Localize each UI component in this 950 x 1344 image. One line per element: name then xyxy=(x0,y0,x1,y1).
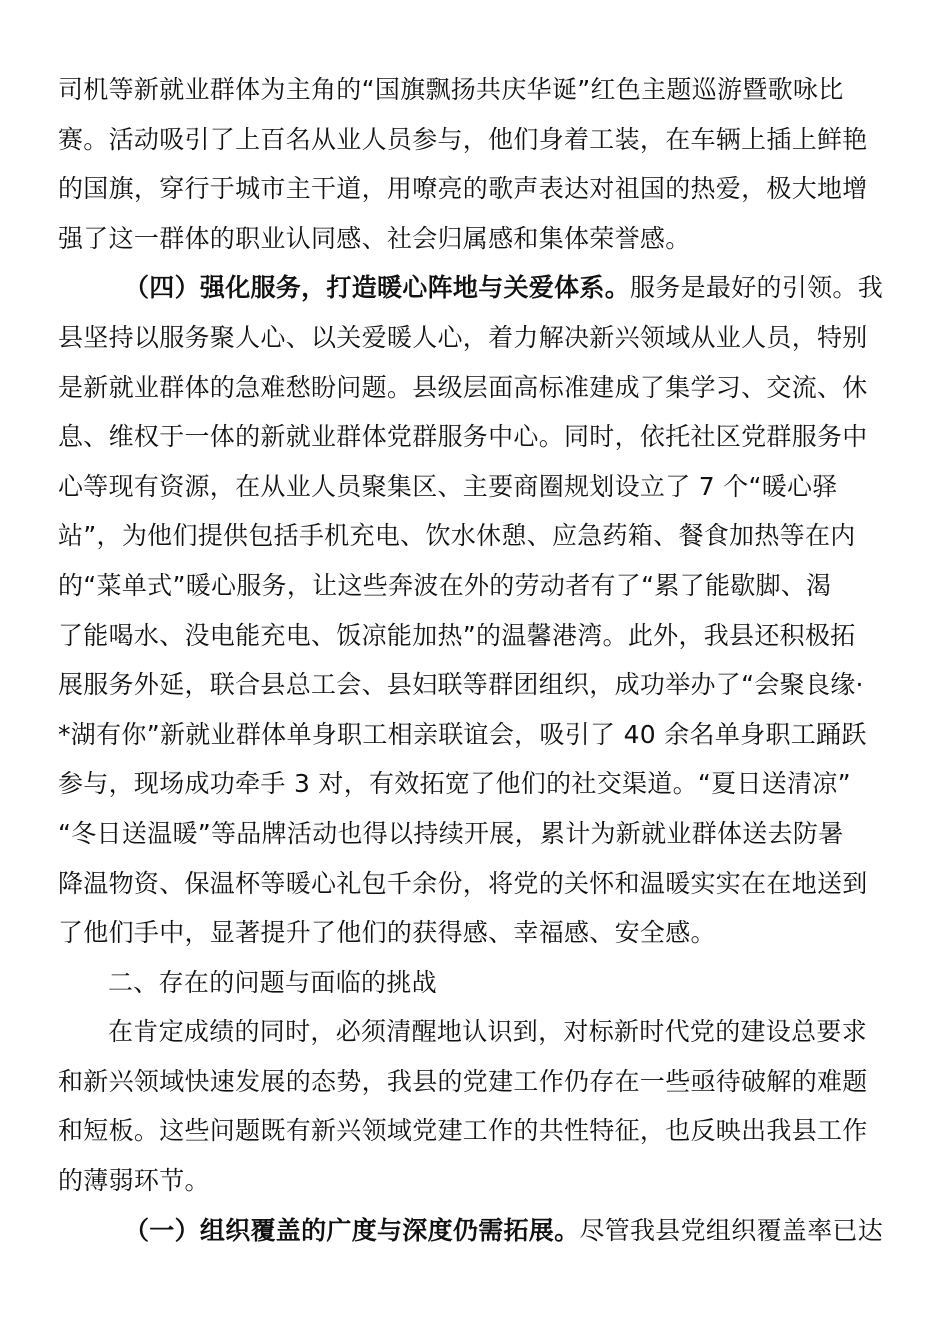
text-fragment: 尽管我县党组织覆盖率已达 xyxy=(579,1215,884,1245)
text-line: 和新兴领域快速发展的态势，我县的党建工作仍存在一些亟待破解的难题 xyxy=(58,1066,868,1096)
text-line: 司机等新就业群体为主角的“国旗飘扬共庆华诞”红色主题巡游暨歌咏比 xyxy=(58,75,844,104)
text-line: 参与，现场成功牵手 3 对，有效拓宽了他们的社交渠道。“夏日送清凉” xyxy=(58,769,851,799)
text-line: 县坚持以服务聚人心、以关爱暖人心，着力解决新兴领域从业人员，特别 xyxy=(58,322,868,352)
text-line: 是新就业群体的急难愁盼问题。县级层面高标准建成了集学习、交流、休 xyxy=(58,372,868,402)
text-line: 和短板。这些问题既有新兴领域党建工作的共性特征，也反映出我县工作 xyxy=(58,1116,868,1146)
text-line: 了能喝水、没电能充电、饭凉能加热”的温馨港湾。此外，我县还积极拓 xyxy=(58,620,856,650)
paragraph-section-four-services xyxy=(58,263,884,957)
text-line: 在肯定成绩的同时，必须清醒地认识到，对标新时代党的建设总要求 xyxy=(108,1017,868,1047)
paragraph-red-theme-parade xyxy=(58,65,878,263)
text-line: *湖有你”新就业群体单身职工相亲联谊会，吸引了 40 余名单身职工踊跃 xyxy=(58,719,867,749)
text-line: 息、维权于一体的新就业群体党群服务中心。同时，依托社区党群服务中 xyxy=(58,422,868,452)
text-line xyxy=(58,263,884,313)
text-fragment: 服务是最好的引领。我 xyxy=(630,273,884,303)
text-line: 降温物资、保温杯等暖心礼包千余份，将党的关怀和温暖实实在在地送到 xyxy=(58,868,868,898)
paragraph-problems-intro xyxy=(58,1007,878,1205)
text-line: 的薄弱环节。 xyxy=(58,1166,210,1196)
section-heading-two xyxy=(58,958,878,1008)
paragraph-section-one-coverage xyxy=(58,1206,884,1256)
heading-text: 二、存在的问题与面临的挑战 xyxy=(108,967,437,997)
section-heading-one: （一）组织覆盖的广度与深度仍需拓展。 xyxy=(124,1215,580,1245)
text-line: 展服务外延，联合县总工会、县妇联等群团组织，成功举办了“会聚良缘· xyxy=(58,670,864,700)
section-heading-four: （四）强化服务，打造暖心阵地与关爱体系。 xyxy=(124,273,631,303)
text-line: 赛。活动吸引了上百名从业人员参与，他们身着工装，在车辆上插上鲜艳 xyxy=(58,124,868,154)
text-line: 站”，为他们提供包括手机充电、饮水休憩、应急药箱、餐食加热等在内 xyxy=(58,521,856,551)
text-line: “冬日送温暖”等品牌活动也得以持续开展，累计为新就业群体送去防暑 xyxy=(58,818,844,848)
text-line: 强了这一群体的职业认同感、社会归属感和集体荣誉感。 xyxy=(58,223,691,253)
text-line: 的国旗，穿行于城市主干道，用嘹亮的歌声表达对祖国的热爱，极大地增 xyxy=(58,174,868,204)
text-line: 了他们手中，显著提升了他们的获得感、幸福感、安全感。 xyxy=(58,918,716,948)
text-line: 心等现有资源，在从业人员聚集区、主要商圈规划设立了 7 个“暖心驿 xyxy=(58,471,838,501)
document-page xyxy=(58,65,884,1255)
text-line xyxy=(58,1206,884,1256)
text-line: 的“菜单式”暖心服务，让这些奔波在外的劳动者有了“累了能歇脚、渴 xyxy=(58,570,832,600)
